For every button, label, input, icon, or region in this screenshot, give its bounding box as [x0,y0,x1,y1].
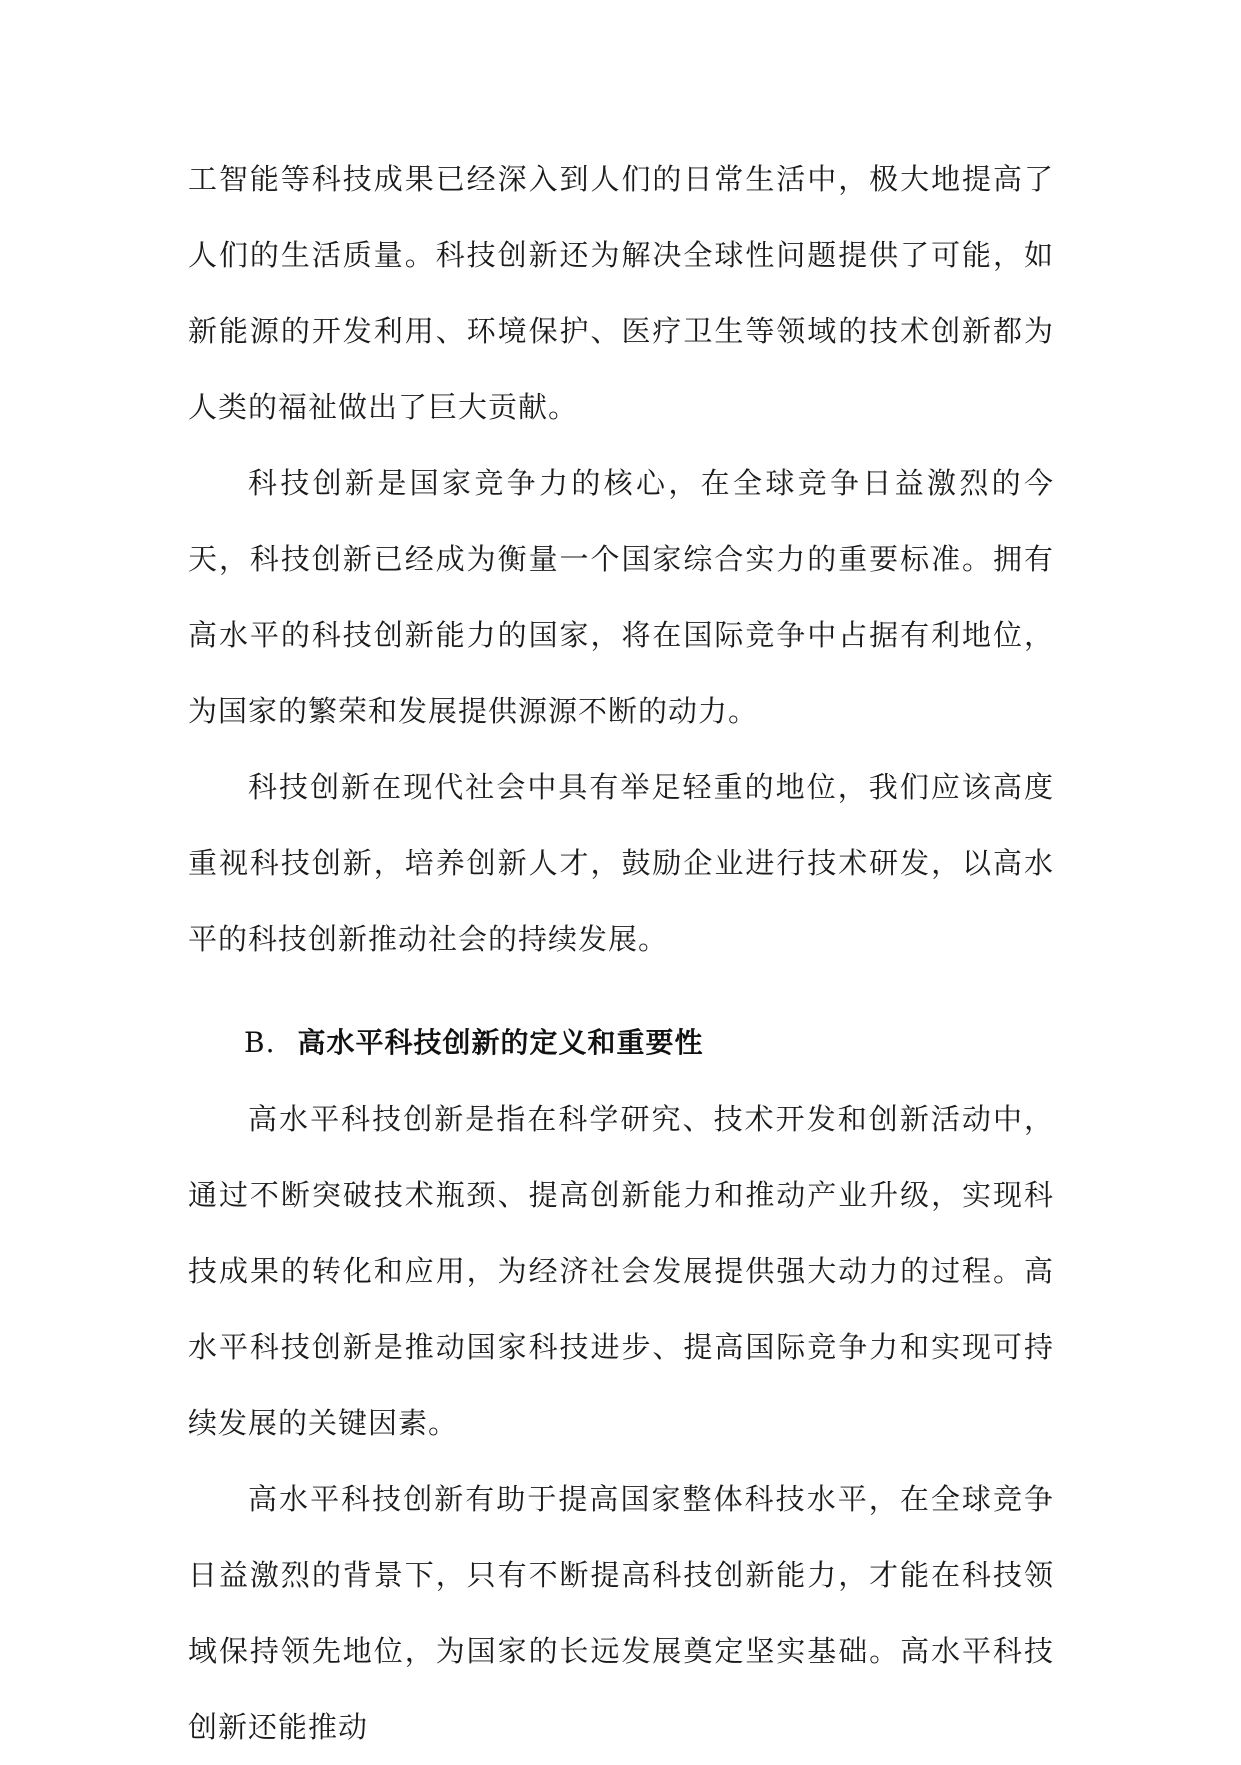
document-body [188,141,1054,1765]
section-heading [188,1005,1054,1081]
section-title: 高水平科技创新的定义和重要性 [297,1026,704,1059]
paragraph-continuation: 工智能等科技成果已经深入到人们的日常生活中，极大地提高了人们的生活质量。科技创新还为解决全球性问题提供了可能，如新能源的开发利用、环境保护、医疗卫生等领域的技术创新都为人类的福祉做出了巨大贡献。 [188,162,1054,424]
paragraph-national-level: 高水平科技创新有助于提高国家整体科技水平，在全球竞争日益激烈的背景下，只有不断提高科技创新能力，才能在科技领域保持领先地位，为国家的长远发展奠定坚实基础。高水平科技创新还能推动 [188,1482,1054,1744]
section-number: B. [244,1026,276,1059]
paragraph-importance-summary: 科技创新在现代社会中具有举足轻重的地位，我们应该高度重视科技创新，培养创新人才，鼓励企业进行技术研发，以高水平的科技创新推动社会的持续发展。 [188,770,1054,956]
paragraph-competitiveness: 科技创新是国家竞争力的核心，在全球竞争日益激烈的今天，科技创新已经成为衡量一个国家综合实力的重要标准。拥有高水平的科技创新能力的国家，将在国际竞争中占据有利地位，为国家的繁荣和发展提供源源不断的动力。 [188,466,1054,728]
paragraph-definition: 高水平科技创新是指在科学研究、技术开发和创新活动中，通过不断突破技术瓶颈、提高创新能力和推动产业升级，实现科技成果的转化和应用，为经济社会发展提供强大动力的过程。高水平科技创新是推动国家科技进步、提高国际竞争力和实现可持续发展的关键因素。 [188,1102,1054,1440]
